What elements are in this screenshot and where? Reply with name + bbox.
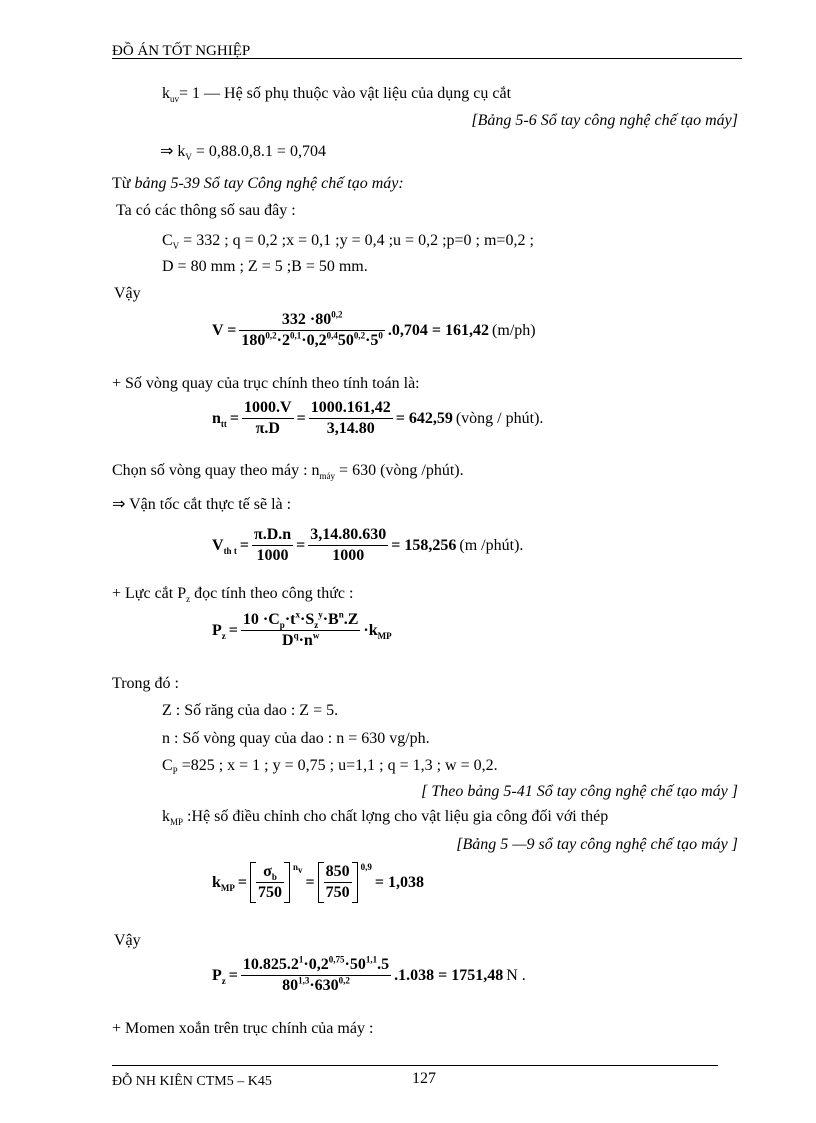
text-params-cv: $C_V = 332$ ; q = 0,2 ;x = 0,1 ;y = 0,4 ;u = 0,2 ;p=0 ; m=0,2 ; — [162, 232, 534, 252]
implies-arrow-icon: ⇒ — [112, 494, 126, 513]
implies-arrow-icon: ⇒ — [160, 141, 174, 160]
text-cp-params: $C_P =825$ ; x = 1 ; y = 0,75 ; u=1,1 ; q = 1,3 ; w = 0,2. — [162, 757, 498, 777]
header-title: ĐỒ ÁN TỐT NGHIỆP — [112, 43, 251, 59]
ref-bang-5-41: [ Theo bảng 5-41 Sổ tay công nghệ chế tạo máy ] — [421, 783, 738, 800]
text-vay-1: Vậy — [114, 285, 141, 302]
text-torque: + Momen xoắn trên trục chính của máy : — [112, 1020, 374, 1037]
text-spindle-speed: + Số vòng quay của trục chính theo tính toán là: — [112, 375, 420, 392]
text-vay-2: Vậy — [114, 932, 141, 949]
footer-author: ĐỖ NH KIÊN CTM5 – K45 — [112, 1074, 272, 1089]
text-kuv: $k_{uv}= 1$ — Hệ số phụ thuộc vào vật liệu của dụng cụ cắt — [162, 85, 512, 105]
header-rule — [112, 58, 742, 59]
text-params-d: D = 80 mm ; Z = 5 ;B = 50 mm. — [162, 258, 368, 275]
footer-rule — [112, 1065, 718, 1066]
text-n-speed: n : Số vòng quay của dao : n = 630 vg/ph. — [162, 730, 430, 747]
formula-vt: $V_{th t}$ = $\frac{\pi.D.n}{1000}$ = $\frac{3,14.80.630}{1000}$ = 158,256 (m /phút). — [212, 526, 524, 564]
text-z-teeth: Z : Số răng của dao : Z = 5. — [162, 702, 339, 719]
page-number: 127 — [412, 1070, 436, 1087]
text-choose-speed: Chọn số vòng quay theo máy : $n_{máy} = 630$ (vòng /phút). — [112, 462, 464, 482]
formula-n: $n_{tt}$ = $\frac{1000.V}{\pi.D}$ = $\frac{1000.161,42}{3,14.80}$ = 642,59 (vòng / phút). — [212, 399, 544, 437]
text-kv: ⇒ $k_V = 0,88.0,8.1 = 0,704$ — [160, 141, 326, 163]
text-cutting-force: + Lực cắt $P_z$ đọc tính theo công thức : — [112, 585, 354, 605]
formula-pz-value: $P_z$ = $\frac{10.825.2^1\cdot 0,2^{0,75}\cdot 50^{1,1}.5}{80^{1,3}\cdot 630^{0,2}}$ .1.038 = 1751,48 N . — [212, 954, 526, 994]
text-from-table: Từ bảng 5-39 Sổ tay Công nghệ chế tạo máy: — [112, 175, 404, 192]
ref-bang-5-6: [Bảng 5-6 Sổ tay công nghệ chế tạo máy] — [471, 112, 738, 129]
text-params-intro: Ta có các thông số sau đây : — [116, 202, 296, 219]
ref-bang-5-9: [Bảng 5 —9 sổ tay công nghệ chế tạo máy ] — [456, 836, 738, 853]
text-kmp-desc: $k_{MP}$ :Hệ số điều chỉnh cho chất lợng cho vật liệu gia công đối với thép — [162, 808, 609, 828]
formula-pz: $P_z$ = $\frac{10 \cdot C_p\cdot t^x\cdot S_z^y\cdot B^n.Z}{D^q\cdot n^w}$ $\cdot k_{MP}$ — [212, 609, 392, 649]
formula-v: V = $\frac{332 \cdot 80^{0,2}}{180^{0,2}\cdot 2^{0,1}\cdot 0,2^{0,4}50^{0,2}\cdot 5^0}$ .0,704 = 161,42 (m/ph) — [212, 309, 536, 349]
text-where: Trong đó : — [112, 675, 179, 692]
text-actual-speed: ⇒ Vận tốc cắt thực tế sẽ là : — [112, 494, 292, 513]
formula-kmp: $k_{MP}$ = $\frac{\sigma_b}{750}$ $n_v$ = $\frac{850}{750}$ 0,9 = 1,038 — [212, 862, 425, 901]
